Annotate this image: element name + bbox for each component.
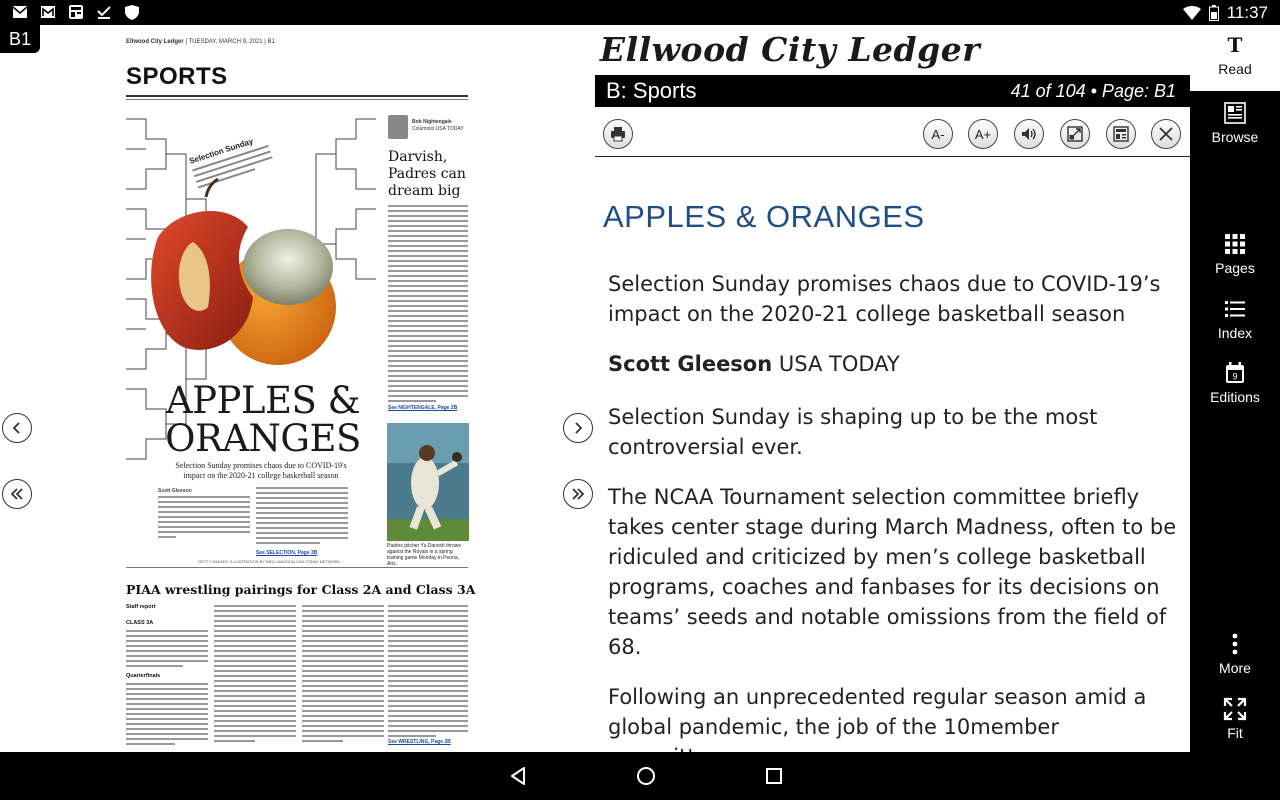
newspaper-byline: Scott Gleeson	[158, 488, 192, 494]
double-chevron-left-icon	[9, 486, 25, 502]
wrestling-col-1	[126, 683, 208, 748]
mail-icon	[12, 4, 28, 20]
columnist-avatar	[388, 115, 408, 139]
status-bar	[0, 0, 1280, 25]
article-column-2	[256, 487, 348, 547]
font-increase-button[interactable]: A+	[968, 119, 998, 149]
grid-icon	[1223, 232, 1247, 256]
fit-button[interactable]	[1190, 697, 1280, 741]
more-label: More	[1219, 660, 1251, 676]
wrestling-col-3	[302, 605, 384, 745]
article-paragraph-3: Following an unprecedented regular season amid a global pandemic, the job of the 10member	[608, 685, 1147, 739]
article-reader	[595, 25, 1190, 752]
page-view-button[interactable]	[1106, 119, 1136, 149]
photo-caption: Padres pitcher Yu Darvish throws against the Royals in a spring training game Monday in Peoria, Ariz.	[387, 543, 461, 567]
section-name: B: Sports	[606, 78, 697, 103]
more-vertical-icon	[1223, 632, 1247, 656]
close-button[interactable]	[1151, 119, 1181, 149]
list-icon	[1223, 297, 1247, 321]
pages-label: Pages	[1215, 260, 1255, 276]
shield-icon	[124, 4, 140, 20]
section-bar	[595, 75, 1190, 107]
see-selection-link[interactable]: See SELECTION, Page 3B	[256, 550, 318, 556]
read-label: Read	[1218, 61, 1252, 77]
editions-label: Editions	[1210, 389, 1260, 405]
browse-button[interactable]	[1190, 101, 1280, 145]
previous-page-button[interactable]	[2, 479, 32, 509]
calendar-day: 9	[1232, 371, 1238, 382]
content-area	[0, 25, 1190, 752]
editions-button[interactable]	[1190, 361, 1280, 405]
quarterfinals-label: Quarterfinals	[126, 673, 161, 679]
checklist-icon	[96, 4, 112, 20]
pages-button[interactable]	[1190, 232, 1280, 276]
bracket-label: Selection Sunday	[188, 136, 255, 166]
home-icon[interactable]	[636, 766, 656, 786]
previous-article-button[interactable]	[2, 413, 32, 443]
next-page-button[interactable]	[563, 479, 593, 509]
print-button[interactable]	[603, 119, 633, 149]
reader-toolbar	[595, 113, 1190, 157]
see-wrestling-link[interactable]: See WRESTLING, Page 2B	[388, 739, 451, 745]
system-navigation-bar	[0, 752, 1280, 800]
close-icon	[1157, 125, 1175, 143]
read-button[interactable]	[1190, 25, 1280, 91]
staff-report-label: Staff report	[126, 604, 156, 610]
page-view-icon	[1112, 125, 1130, 143]
chevron-right-icon	[570, 420, 586, 436]
fit-label: Fit	[1227, 725, 1243, 741]
divider	[126, 99, 468, 100]
wrestling-intro	[126, 630, 208, 670]
text-icon: T	[1227, 33, 1243, 57]
news-icon	[68, 4, 84, 20]
divider	[126, 567, 468, 568]
article-paragraph-2: The NCAA Tournament selection committee briefly takes center stage during March Madness, often to be ridiculed and criticized by men’s college basketball programs, coaches and fanbases for its decisions on teams’ seeds and notable omissions from the field of 68.	[608, 485, 1177, 659]
clock: 11:37	[1226, 3, 1268, 22]
paper-section-title: SPORTS	[126, 63, 228, 90]
speaker-icon	[1020, 125, 1038, 143]
index-button[interactable]	[1190, 297, 1280, 341]
divider	[126, 95, 468, 97]
wifi-icon	[1183, 6, 1201, 20]
notification-icons	[12, 4, 140, 20]
back-icon[interactable]	[508, 766, 528, 786]
audio-button[interactable]	[1014, 119, 1044, 149]
paper-header: Ellwood City Ledger | TUESDAY, MARCH 9, 2021 | B1	[126, 39, 275, 45]
masthead: Ellwood City Ledger	[599, 29, 981, 69]
index-label: Index	[1217, 325, 1253, 341]
article-byline: Scott Gleeson USA TODAY	[608, 352, 900, 376]
expand-icon	[1066, 125, 1084, 143]
wrestling-col-4	[388, 605, 468, 740]
article-paragraph-1: Selection Sunday is shaping up to be the most controversial ever.	[608, 405, 1098, 459]
newspaper-headline: APPLES & ORANGES	[165, 379, 361, 460]
article-title: APPLES & ORANGES	[603, 199, 925, 234]
browse-label: Browse	[1211, 129, 1259, 145]
apple-orange-illustration	[138, 167, 348, 377]
see-nightengale-link[interactable]: See NIGHTENGALE, Page 2B	[388, 405, 458, 411]
next-article-button[interactable]	[563, 413, 593, 443]
double-chevron-right-icon	[570, 486, 586, 502]
print-icon	[609, 125, 627, 143]
fit-screen-icon	[1223, 697, 1247, 721]
expand-button[interactable]	[1060, 119, 1090, 149]
article-column-1	[158, 496, 250, 541]
side-article-body	[388, 205, 468, 405]
side-headline: Darvish, Padres can dream big	[388, 149, 466, 199]
newspaper-page[interactable]	[118, 37, 478, 749]
chevron-left-icon	[9, 420, 25, 436]
more-button[interactable]	[1190, 632, 1280, 676]
font-decrease-button[interactable]: A-	[923, 119, 953, 149]
page-badge: B1	[0, 25, 40, 53]
wrestling-headline: PIAA wrestling pairings for Class 2A and Class 3A	[126, 582, 476, 597]
columnist-byline: Bob Nightengale Columnist USA TODAY	[412, 119, 464, 132]
gmail-icon	[40, 4, 56, 20]
battery-icon	[1209, 5, 1219, 21]
class-label: CLASS 3A	[126, 620, 154, 626]
art-credit: GETTY IMAGES; ILLUSTRATION BY BEN LANGDON USA TODAY NETWORK	[198, 559, 341, 564]
newspaper-icon	[1223, 101, 1247, 125]
recents-icon[interactable]	[764, 766, 784, 786]
newspaper-deck: Selection Sunday promises chaos due to COVID-19's impact on the 2020-21 college basketball season	[175, 461, 347, 480]
page-info: 41 of 104 • Page: B1	[1010, 81, 1176, 101]
article-subtitle: Selection Sunday promises chaos due to COVID-19’s impact on the 2020-21 college basketball season	[608, 272, 1161, 326]
right-sidebar	[1190, 25, 1280, 752]
wrestling-col-2	[214, 605, 296, 745]
baseball-photo	[387, 423, 469, 541]
calendar-icon	[1223, 361, 1247, 385]
